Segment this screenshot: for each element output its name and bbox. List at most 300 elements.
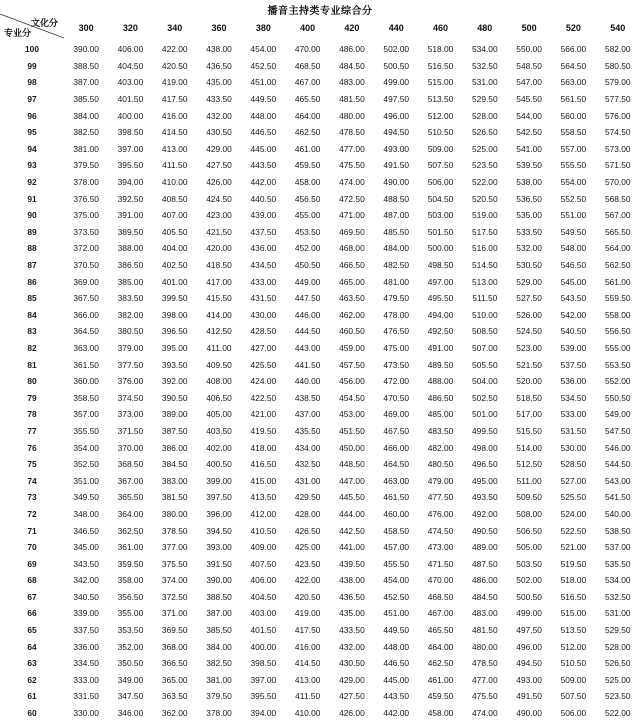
table-cell: 395.00 [161,342,188,353]
table-row [0,323,640,340]
row-score: 86 [27,276,37,287]
table-cell: 550.00 [516,44,542,55]
table-cell: 419.50 [250,425,277,436]
table-cell: 461.00 [294,143,321,154]
table-cell: 493.00 [516,674,542,685]
table-cell: 497.50 [383,94,410,105]
table-cell: 352.00 [117,641,144,652]
table-row [0,472,640,489]
table-cell: 557.00 [560,143,587,154]
table-cell: 552.50 [560,193,587,204]
table-cell: 526.00 [516,309,542,320]
table-cell: 472.00 [383,376,410,387]
table-cell: 430.00 [250,309,277,320]
column-header: 400 [300,22,316,33]
table-cell: 403.50 [206,425,232,436]
table-row [0,389,640,406]
table-cell: 459.00 [339,342,365,353]
table-cell: 383.50 [117,293,144,304]
table-cell: 476.00 [427,508,454,519]
table-cell: 461.00 [427,674,454,685]
column-header: 420 [344,22,360,33]
table-cell: 462.50 [294,127,321,138]
table-cell: 484.50 [472,591,498,602]
table-cell: 441.50 [294,359,321,370]
table-cell: 469.50 [339,226,365,237]
column-header: 520 [565,22,581,33]
table-cell: 457.00 [383,542,410,553]
table-cell: 435.00 [339,608,365,619]
table-cell: 351.00 [73,475,99,486]
table-cell: 525.00 [472,143,498,154]
table-cell: 337.50 [73,625,99,636]
table-cell: 451.00 [383,608,410,619]
table-cell: 361.50 [73,359,99,370]
table-cell: 379.00 [117,342,144,353]
table-cell: 393.50 [161,359,188,370]
table-cell: 432.00 [339,641,365,652]
table-cell: 536.50 [516,193,542,204]
table-cell: 528.00 [604,641,631,652]
table-cell: 441.00 [339,542,365,553]
table-cell: 386.50 [117,260,144,271]
table-cell: 563.00 [560,77,587,88]
table-cell: 363.50 [161,691,188,702]
table-cell: 356.50 [117,591,144,602]
column-header: 380 [255,22,271,33]
table-cell: 498.50 [427,260,454,271]
row-score: 79 [27,392,37,403]
table-cell: 482.50 [383,260,410,271]
table-cell: 387.00 [73,77,99,88]
table-cell: 523.50 [472,160,498,171]
table-cell: 504.00 [472,376,498,387]
table-cell: 511.50 [472,293,498,304]
table-cell: 412.00 [250,508,277,519]
row-score: 91 [27,193,37,204]
table-cell: 397.50 [206,492,232,503]
table-cell: 492.50 [427,326,454,337]
table-cell: 382.00 [117,309,144,320]
table-cell: 538.50 [604,525,631,536]
table-cell: 561.50 [560,94,587,105]
table-cell: 448.00 [250,110,277,121]
table-cell: 370.00 [117,442,144,453]
table-cell: 403.00 [117,77,144,88]
table-cell: 515.00 [427,77,454,88]
table-cell: 444.50 [294,326,321,337]
table-cell: 379.50 [73,160,99,171]
table-cell: 511.00 [516,475,542,486]
table-cell: 577.50 [604,94,631,105]
table-row [0,58,640,75]
table-cell: 509.00 [560,674,587,685]
table-cell: 555.00 [604,342,631,353]
row-score: 78 [27,409,37,420]
table-cell: 427.50 [339,691,365,702]
table-cell: 378.00 [73,177,99,188]
table-cell: 433.00 [250,276,277,287]
table-cell: 339.00 [73,608,99,619]
table-cell: 517.50 [472,226,498,237]
table-cell: 537.00 [604,542,631,553]
table-cell: 442.00 [383,708,410,719]
table-cell: 384.00 [206,641,232,652]
table-row [0,705,640,721]
table-cell: 423.00 [206,210,232,221]
table-cell: 364.50 [73,326,99,337]
table-cell: 372.00 [73,243,99,254]
table-cell: 390.00 [73,44,99,55]
table-cell: 414.00 [206,309,232,320]
row-score: 71 [27,525,37,536]
table-cell: 369.50 [161,625,188,636]
table-cell: 501.50 [427,226,454,237]
table-cell: 411.00 [206,342,232,353]
row-score: 60 [27,708,37,719]
table-cell: 414.50 [161,127,188,138]
table-cell: 500.50 [383,60,410,71]
table-cell: 523.00 [516,342,542,353]
table-cell: 564.00 [604,243,631,254]
table-cell: 493.50 [472,492,498,503]
table-cell: 399.50 [161,293,188,304]
table-cell: 388.50 [73,60,99,71]
table-cell: 431.00 [294,475,321,486]
table-cell: 541.00 [516,143,542,154]
table-cell: 530.50 [516,260,542,271]
table-cell: 465.50 [427,625,454,636]
table-cell: 549.50 [560,226,587,237]
table-cell: 519.00 [472,210,498,221]
table-cell: 366.50 [161,658,188,669]
table-cell: 464.00 [294,110,321,121]
table-cell: 378.00 [206,708,232,719]
table-cell: 477.00 [472,674,498,685]
table-cell: 495.50 [427,293,454,304]
table-cell: 487.00 [383,210,410,221]
row-score: 95 [27,127,37,138]
table-cell: 388.00 [117,243,144,254]
table-cell: 514.00 [516,442,542,453]
table-cell: 437.50 [250,226,277,237]
table-cell: 408.50 [161,193,188,204]
table-cell: 513.00 [472,276,498,287]
table-cell: 460.00 [383,508,410,519]
table-cell: 469.00 [383,409,410,420]
table-cell: 394.50 [206,525,232,536]
table-cell: 552.00 [604,376,631,387]
table-cell: 468.50 [427,591,454,602]
table-row [0,439,640,456]
table-row [0,157,640,174]
table-cell: 548.00 [560,243,587,254]
table-cell: 436.50 [339,591,365,602]
row-score: 64 [27,641,37,652]
table-cell: 500.50 [516,591,542,602]
row-score: 100 [25,44,39,55]
table-cell: 417.00 [206,276,232,287]
table-cell: 398.50 [250,658,277,669]
table-cell: 531.00 [472,77,498,88]
table-cell: 368.00 [161,641,188,652]
table-cell: 416.50 [250,459,277,470]
table-row [0,688,640,705]
table-cell: 459.50 [294,160,321,171]
table-cell: 436.00 [250,243,277,254]
table-cell: 387.50 [161,425,188,436]
table-cell: 449.00 [294,276,321,287]
table-cell: 481.50 [339,94,365,105]
table-cell: 350.50 [117,658,144,669]
table-cell: 448.00 [383,641,410,652]
table-cell: 355.50 [73,425,99,436]
table-cell: 531.00 [604,608,631,619]
table-cell: 465.00 [339,276,365,287]
table-cell: 391.50 [206,558,232,569]
table-cell: 529.00 [516,276,542,287]
table-cell: 424.50 [206,193,232,204]
table-cell: 453.50 [294,226,321,237]
table-cell: 515.00 [560,608,587,619]
table-cell: 518.00 [560,575,587,586]
corner-bottom-label: 专业分 [4,28,32,38]
table-cell: 513.50 [560,625,587,636]
table-cell: 382.50 [206,658,232,669]
table-cell: 457.50 [339,359,365,370]
table-cell: 330.00 [73,708,99,719]
table-cell: 406.50 [206,392,232,403]
table-cell: 374.50 [117,392,144,403]
table-cell: 471.50 [427,558,454,569]
table-cell: 371.50 [117,425,144,436]
table-cell: 427.50 [206,160,232,171]
table-cell: 544.00 [516,110,542,121]
table-cell: 494.50 [516,658,542,669]
table-cell: 395.50 [117,160,144,171]
table-row [0,672,640,689]
table-cell: 407.50 [250,558,277,569]
table-cell: 475.00 [383,342,410,353]
table-cell: 445.50 [339,492,365,503]
table-cell: 485.50 [383,226,410,237]
table-cell: 342.00 [73,575,99,586]
table-cell: 451.00 [250,77,277,88]
table-cell: 486.00 [472,575,498,586]
row-score: 80 [27,376,37,387]
table-cell: 362.00 [161,708,188,719]
row-score: 92 [27,177,37,188]
table-row [0,655,640,672]
table-cell: 455.00 [294,210,321,221]
table-cell: 481.00 [383,276,410,287]
table-row [0,240,640,257]
table-cell: 545.00 [560,276,587,287]
table-cell: 378.50 [161,525,188,536]
table-cell: 405.00 [206,409,232,420]
table-cell: 354.00 [73,442,99,453]
table-cell: 487.50 [472,558,498,569]
table-cell: 471.00 [339,210,365,221]
table-cell: 412.50 [206,326,232,337]
table-cell: 420.50 [294,591,321,602]
table-cell: 490.00 [516,708,542,719]
table-cell: 476.50 [383,326,410,337]
table-cell: 475.50 [472,691,498,702]
table-cell: 492.00 [472,508,498,519]
table-cell: 404.50 [117,60,144,71]
table-cell: 510.00 [472,309,498,320]
table-cell: 408.00 [206,376,232,387]
table-row [0,257,640,274]
table-cell: 419.00 [294,608,321,619]
row-score: 93 [27,160,37,171]
table-cell: 438.00 [339,575,365,586]
table-cell: 449.50 [383,625,410,636]
table-cell: 496.00 [383,110,410,121]
table-row [0,506,640,523]
table-cell: 516.00 [472,243,498,254]
table-cell: 458.00 [294,177,321,188]
table-cell: 544.50 [604,459,631,470]
table-cell: 510.50 [427,127,454,138]
table-cell: 389.00 [161,409,188,420]
table-cell: 518.00 [427,44,454,55]
table-cell: 456.00 [339,376,365,387]
table-cell: 500.00 [427,243,454,254]
row-score: 66 [27,608,37,619]
table-cell: 534.50 [560,392,587,403]
table-cell: 499.50 [472,425,498,436]
table-cell: 508.00 [516,508,542,519]
corner-top-label: 文化分 [30,18,58,28]
table-cell: 429.00 [206,143,232,154]
table-cell: 558.50 [560,127,587,138]
table-cell: 532.50 [604,591,631,602]
table-cell: 409.50 [206,359,232,370]
table-cell: 515.50 [516,425,542,436]
table-cell: 446.50 [250,127,277,138]
table-cell: 497.50 [516,625,542,636]
table-cell: 486.00 [339,44,365,55]
table-cell: 507.50 [427,160,454,171]
table-cell: 524.50 [516,326,542,337]
table-cell: 523.50 [604,691,631,702]
table-cell: 452.00 [294,243,321,254]
table-cell: 558.00 [604,309,631,320]
table-cell: 517.00 [516,409,542,420]
table-cell: 377.00 [161,542,188,553]
table-cell: 539.50 [516,160,542,171]
table-cell: 433.50 [339,625,365,636]
table-cell: 503.50 [516,558,542,569]
column-header: 440 [388,22,404,33]
table-cell: 582.00 [604,44,631,55]
table-cell: 483.50 [427,425,454,436]
table-cell: 340.50 [73,591,99,602]
table-cell: 508.50 [472,326,498,337]
table-cell: 347.50 [117,691,144,702]
table-cell: 520.50 [472,193,498,204]
table-cell: 440.00 [294,376,321,387]
row-score: 94 [27,143,37,154]
table-cell: 366.00 [73,309,99,320]
table-cell: 401.50 [117,94,144,105]
table-cell: 477.00 [339,143,365,154]
table-cell: 518.50 [516,392,542,403]
column-header: 340 [167,22,183,33]
table-cell: 427.00 [250,342,277,353]
table-cell: 546.00 [604,442,631,453]
table-cell: 547.50 [604,425,631,436]
table-cell: 445.00 [250,143,277,154]
table-cell: 380.00 [161,508,188,519]
table-row [0,423,640,440]
table-cell: 568.50 [604,193,631,204]
column-header: 540 [610,22,626,33]
column-header: 480 [477,22,493,33]
table-cell: 443.50 [383,691,410,702]
table-cell: 413.00 [161,143,188,154]
row-score: 96 [27,110,37,121]
row-score: 99 [27,60,37,71]
table-cell: 440.50 [250,193,277,204]
table-cell: 485.00 [427,409,454,420]
table-cell: 364.00 [117,508,144,519]
table-cell: 359.50 [117,558,144,569]
table-cell: 398.50 [117,127,144,138]
table-cell: 452.50 [383,591,410,602]
table-cell: 489.50 [427,359,454,370]
table-cell: 346.00 [117,708,144,719]
table-cell: 512.00 [560,641,587,652]
table-cell: 400.50 [206,459,232,470]
table-cell: 480.00 [339,110,365,121]
table-cell: 373.00 [117,409,144,420]
table-cell: 473.00 [427,542,454,553]
table-cell: 352.50 [73,459,99,470]
table-cell: 331.50 [73,691,99,702]
table-cell: 390.00 [206,575,232,586]
table-row [0,340,640,357]
table-cell: 383.00 [161,475,188,486]
table-row [0,41,640,58]
table-cell: 421.50 [206,226,232,237]
table-cell: 499.00 [516,608,542,619]
table-cell: 543.50 [560,293,587,304]
table-cell: 495.00 [472,475,498,486]
row-score: 62 [27,674,37,685]
row-score: 90 [27,210,37,221]
table-cell: 431.50 [250,293,277,304]
table-cell: 513.50 [427,94,454,105]
table-cell: 406.00 [117,44,144,55]
table-cell: 400.00 [117,110,144,121]
table-cell: 522.00 [472,177,498,188]
table-cell: 505.50 [472,359,498,370]
row-score: 77 [27,425,37,436]
table-cell: 371.00 [161,608,188,619]
table-cell: 370.50 [73,260,99,271]
table-cell: 463.50 [339,293,365,304]
table-cell: 479.50 [383,293,410,304]
table-cell: 497.00 [427,276,454,287]
table-cell: 422.50 [250,392,277,403]
table-cell: 424.00 [250,376,277,387]
column-header: 320 [122,22,138,33]
table-cell: 450.50 [294,260,321,271]
table-cell: 474.50 [427,525,454,536]
